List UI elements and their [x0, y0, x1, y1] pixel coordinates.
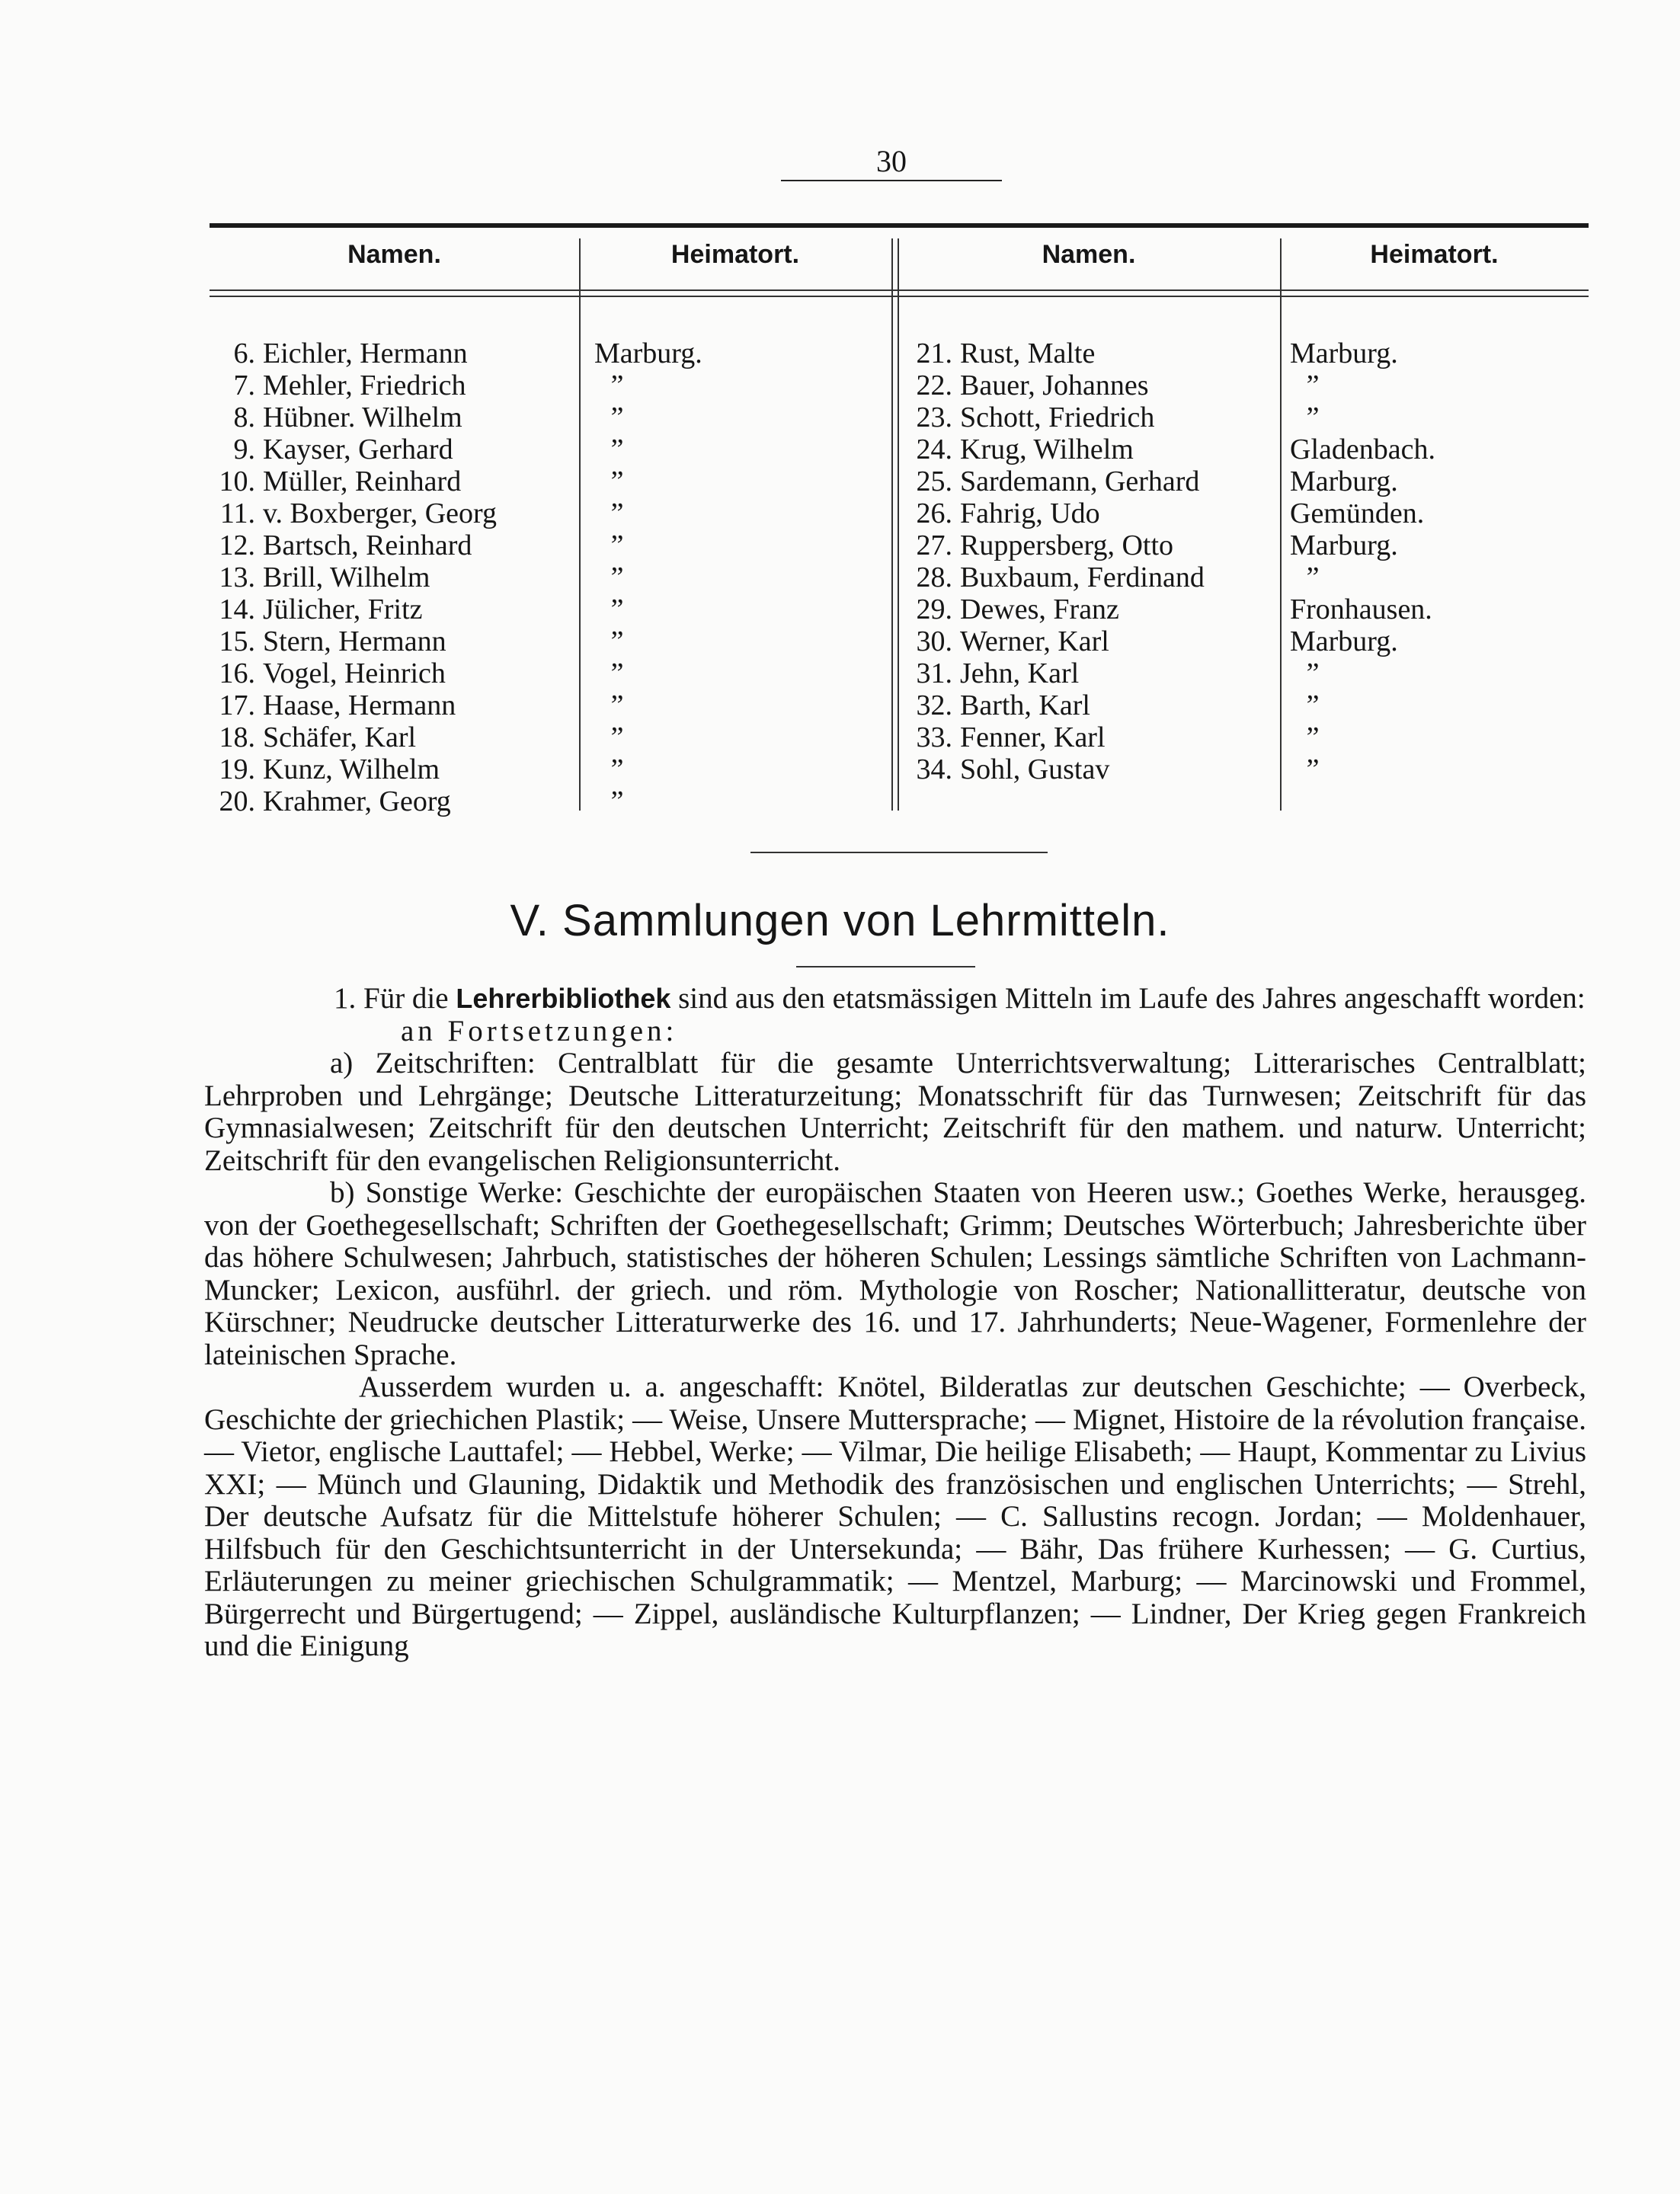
- ditto-mark: ”: [610, 369, 624, 401]
- ditto-mark: ”: [1306, 401, 1320, 433]
- hometown: Fronhausen.: [1290, 593, 1432, 625]
- table-row: [907, 401, 1205, 433]
- hometown-cell: [594, 337, 702, 369]
- row-number: 22.: [916, 369, 952, 401]
- header-heimatort-left: Heimatort.: [670, 240, 800, 269]
- student-name: Stern, Hermann: [263, 625, 446, 657]
- paragraph-ausserdem: [204, 1371, 1586, 1663]
- hometown-cell: [1290, 753, 1435, 785]
- row-number: 30.: [916, 625, 952, 657]
- student-name: Jehn, Karl: [960, 657, 1080, 689]
- table-header-rule: [210, 289, 1589, 291]
- hometown-cell: [1290, 657, 1435, 689]
- hometown-cell: [594, 369, 702, 401]
- hometown: Marburg.: [1290, 465, 1398, 497]
- item-label: b): [330, 1176, 355, 1209]
- table-row: [210, 721, 497, 753]
- student-name: Werner, Karl: [960, 625, 1109, 657]
- table-row: [210, 625, 497, 657]
- table-row: [907, 689, 1205, 721]
- hometown-cell: [1290, 561, 1435, 593]
- table-row: [210, 337, 497, 369]
- table-row: [210, 529, 497, 561]
- row-number: 23.: [916, 401, 952, 433]
- hometown-cell: [594, 785, 702, 817]
- paragraph-text: sind aus den etatsmässigen Mitteln im Laufe des Jahres angeschafft worden:: [678, 982, 1586, 1015]
- table-row: [907, 625, 1205, 657]
- hometown-cell: [594, 561, 702, 593]
- student-name: Brill, Wilhelm: [263, 561, 430, 593]
- student-name: Bartsch, Reinhard: [263, 529, 472, 561]
- row-number: 6.: [233, 337, 255, 369]
- hometown-cell: [594, 433, 702, 465]
- hometown-cell: [1290, 593, 1435, 625]
- ditto-mark: ”: [1306, 657, 1320, 689]
- table-row: [210, 689, 497, 721]
- paragraph-sonstige-werke: [204, 1177, 1586, 1371]
- row-number: 11.: [219, 497, 255, 529]
- column-divider: [898, 238, 899, 811]
- row-number: 25.: [916, 465, 952, 497]
- header-heimatort-right: Heimatort.: [1370, 240, 1499, 269]
- page-number-rule: [781, 180, 1002, 181]
- hometown: Marburg.: [594, 337, 702, 369]
- paragraph-zeitschriften: [204, 1047, 1586, 1177]
- hometown-cell: [594, 465, 702, 497]
- student-name: Barth, Karl: [960, 689, 1090, 721]
- ditto-mark: ”: [1306, 753, 1320, 785]
- hometown-cell: [1290, 625, 1435, 657]
- table-row: [907, 561, 1205, 593]
- student-name: Sardemann, Gerhard: [960, 465, 1200, 497]
- hometown-cell: [1290, 465, 1435, 497]
- row-number: 9.: [233, 433, 255, 465]
- student-name: Dewes, Franz: [960, 593, 1119, 625]
- hometown-cell: [1290, 369, 1435, 401]
- right-names-column: [907, 337, 1205, 785]
- ditto-mark: ”: [610, 497, 624, 529]
- ditto-mark: ”: [610, 721, 624, 753]
- hometown-cell: [1290, 401, 1435, 433]
- row-number: 14.: [219, 593, 255, 625]
- student-name: Buxbaum, Ferdinand: [960, 561, 1205, 593]
- table-row: [907, 465, 1205, 497]
- student-name: Kunz, Wilhelm: [263, 753, 440, 785]
- row-number: 34.: [916, 753, 952, 785]
- sonstige-werke-text: Sonstige Werke: Geschichte der europäischen Staaten von Heeren usw.; Goethes Werke, herausgeg. von der Goethegesellschaft; Schriften der Goethegesellschaft; Grimm; Deutsches Wörterbuch; Jahresberichte über das höhere Schulwesen; Jahrbuch, statistisches der höheren Schulen; Lessings sämtliche Schriften von Lachmann-Muncker; Lexicon, ausführl. der griech. und röm. Mythologie von Roscher; Nationallitteratur, deutsche von Kürschner; Neudrucke deutscher Litteraturwerke des 16. und 17. Jahrhunderts; Neue-Wagener, Formenlehre der lateinischen Sprache.: [204, 1176, 1586, 1371]
- hometown-cell: [1290, 529, 1435, 561]
- ditto-mark: ”: [610, 433, 624, 465]
- body-text: [204, 983, 1586, 1663]
- lehrerbibliothek-term: Lehrerbibliothek: [456, 983, 671, 1014]
- ditto-mark: ”: [610, 401, 624, 433]
- hometown-cell: [1290, 497, 1435, 529]
- table-header-rule-2: [210, 296, 1589, 297]
- hometown-cell: [594, 753, 702, 785]
- table-row: [210, 433, 497, 465]
- ditto-mark: ”: [1306, 721, 1320, 753]
- student-name: Sohl, Gustav: [960, 753, 1110, 785]
- table-row: [907, 369, 1205, 401]
- hometown-cell: [594, 497, 702, 529]
- fortsetzungen-heading: an Fortsetzungen:: [401, 1014, 678, 1047]
- section-separator: [750, 852, 1048, 853]
- hometown: Marburg.: [1290, 337, 1398, 369]
- student-name: Ruppersberg, Otto: [960, 529, 1174, 561]
- table-row: [210, 593, 497, 625]
- student-name: Mehler, Friedrich: [263, 369, 466, 401]
- row-number: 26.: [916, 497, 952, 529]
- row-number: 33.: [916, 721, 952, 753]
- student-name: Kayser, Gerhard: [263, 433, 453, 465]
- student-name: Haase, Hermann: [263, 689, 456, 721]
- student-name: v. Boxberger, Georg: [263, 497, 497, 529]
- row-number: 13.: [219, 561, 255, 593]
- paragraph-text: Für die: [363, 982, 449, 1015]
- table-row: [210, 369, 497, 401]
- row-number: 15.: [219, 625, 255, 657]
- ditto-mark: ”: [1306, 561, 1320, 593]
- hometown-cell: [594, 657, 702, 689]
- row-number: 24.: [916, 433, 952, 465]
- table-row: [907, 337, 1205, 369]
- row-number: 27.: [916, 529, 952, 561]
- row-number: 32.: [916, 689, 952, 721]
- row-number: 29.: [916, 593, 952, 625]
- row-number: 20.: [219, 785, 255, 817]
- hometown-cell: [594, 721, 702, 753]
- row-number: 10.: [219, 465, 255, 497]
- ditto-mark: ”: [610, 785, 624, 817]
- row-number: 12.: [219, 529, 255, 561]
- item-label: a): [330, 1047, 354, 1079]
- page-number: 30: [876, 144, 907, 178]
- hometown-cell: [594, 625, 702, 657]
- ditto-mark: ”: [610, 625, 624, 657]
- student-name: Krug, Wilhelm: [960, 433, 1134, 465]
- student-name: Schäfer, Karl: [263, 721, 417, 753]
- student-name: Schott, Friedrich: [960, 401, 1155, 433]
- table-row: [907, 657, 1205, 689]
- row-number: 7.: [233, 369, 255, 401]
- paragraph-number: 1.: [334, 982, 357, 1015]
- column-divider: [579, 238, 581, 811]
- left-names-column: [210, 337, 497, 817]
- table-row: [210, 401, 497, 433]
- ausserdem-text: Ausserdem wurden u. a. angeschafft: Knötel, Bilderatlas zur deutschen Geschichte; — Overbeck, Geschichte der griechichen Plastik; — Weise, Unsere Muttersprache; — Mignet, Histoire de la révolution française. — Vietor, englische Lauttafel; — Hebbel, Werke; — Vilmar, Die heilige Elisabeth; — Haupt, Kommentar zu Livius XXI; — Münch und Glauning, Didaktik und Methodik des französischen und englischen Unterrichts; — Strehl, Der deutsche Aufsatz für die Mittelstufe höherer Schulen; — C. Sallustins recogn. Jordan; — Moldenhauer, Hilfsbuch für den Geschichtsunterricht in der Untersekunda; — Bähr, Das frühere Kurhessen; — G. Curtius, Erläuterungen zu meiner griechischen Schulgrammatik; — Mentzel, Marburg; — Marcinowski und Frommel, Bürgerrecht und Bürgertugend; — Zippel, ausländische Kulturpflanzen; — Lindner, Der Krieg gegen Frankreich und die Einigung: [204, 1370, 1586, 1662]
- student-name: Hübner. Wilhelm: [263, 401, 462, 433]
- row-number: 19.: [219, 753, 255, 785]
- hometown: Marburg.: [1290, 529, 1398, 561]
- hometown-cell: [1290, 721, 1435, 753]
- table-row: [210, 785, 497, 817]
- hometown-cell: [594, 593, 702, 625]
- table-top-rule: [210, 223, 1589, 228]
- hometown: Gemünden.: [1290, 497, 1425, 529]
- right-places-column: [1290, 337, 1435, 785]
- table-row: [210, 657, 497, 689]
- paragraph-lehrerbibliothek: [204, 983, 1586, 1015]
- ditto-mark: ”: [1306, 689, 1320, 721]
- column-divider: [1280, 238, 1282, 811]
- row-number: 16.: [219, 657, 255, 689]
- student-name: Bauer, Johannes: [960, 369, 1149, 401]
- hometown-cell: [594, 401, 702, 433]
- table-row: [210, 497, 497, 529]
- row-number: 17.: [219, 689, 255, 721]
- zeitschriften-text: Zeitschriften: Centralblatt für die gesamte Unterrichtsverwaltung; Litterarisches Centralblatt; Lehrproben und Lehrgänge; Deutsche Litteraturzeitung; Monatsschrift für das Turnwesen; Zeitschrift für das Gymnasialwesen; Zeitschrift für den deutschen Unterricht; Zeitschrift für den mathem. und naturw. Unterricht; Zeitschrift für den evangelischen Religionsunterricht.: [204, 1047, 1586, 1177]
- student-name: Müller, Reinhard: [263, 465, 462, 497]
- table-row: [907, 529, 1205, 561]
- student-name: Vogel, Heinrich: [263, 657, 446, 689]
- ditto-mark: ”: [610, 753, 624, 785]
- row-number: 18.: [219, 721, 255, 753]
- table-row: [907, 753, 1205, 785]
- hometown-cell: [1290, 433, 1435, 465]
- table-row: [907, 721, 1205, 753]
- ditto-mark: ”: [610, 529, 624, 561]
- left-places-column: [594, 337, 702, 817]
- table-row: [210, 465, 497, 497]
- row-number: 28.: [916, 561, 952, 593]
- row-number: 21.: [916, 337, 952, 369]
- ditto-mark: ”: [1306, 369, 1320, 401]
- student-table: [210, 223, 1589, 817]
- hometown-cell: [1290, 689, 1435, 721]
- hometown: Marburg.: [1290, 625, 1398, 657]
- table-row: [907, 433, 1205, 465]
- student-name: Fahrig, Udo: [960, 497, 1100, 529]
- student-name: Krahmer, Georg: [263, 785, 451, 817]
- table-row: [907, 593, 1205, 625]
- row-number: 31.: [916, 657, 952, 689]
- student-name: Fenner, Karl: [960, 721, 1106, 753]
- ditto-mark: ”: [610, 465, 624, 497]
- ditto-mark: ”: [610, 561, 624, 593]
- column-divider: [891, 238, 893, 811]
- paragraph-fortsetzungen: [204, 1015, 1586, 1048]
- section-underline: [796, 966, 975, 967]
- hometown: Gladenbach.: [1290, 433, 1435, 465]
- hometown-cell: [1290, 337, 1435, 369]
- table-row: [907, 497, 1205, 529]
- student-name: Rust, Malte: [960, 337, 1096, 369]
- hometown-cell: [594, 529, 702, 561]
- ditto-mark: ”: [610, 689, 624, 721]
- ditto-mark: ”: [610, 593, 624, 625]
- table-row: [210, 561, 497, 593]
- ditto-mark: ”: [610, 657, 624, 689]
- hometown-cell: [594, 689, 702, 721]
- header-namen-left: Namen.: [347, 240, 441, 269]
- student-name: Jülicher, Fritz: [263, 593, 423, 625]
- header-namen-right: Namen.: [1042, 240, 1136, 269]
- table-row: [210, 753, 497, 785]
- section-title: V. Sammlungen von Lehrmitteln.: [510, 896, 1170, 945]
- row-number: 8.: [233, 401, 255, 433]
- student-name: Eichler, Hermann: [263, 337, 468, 369]
